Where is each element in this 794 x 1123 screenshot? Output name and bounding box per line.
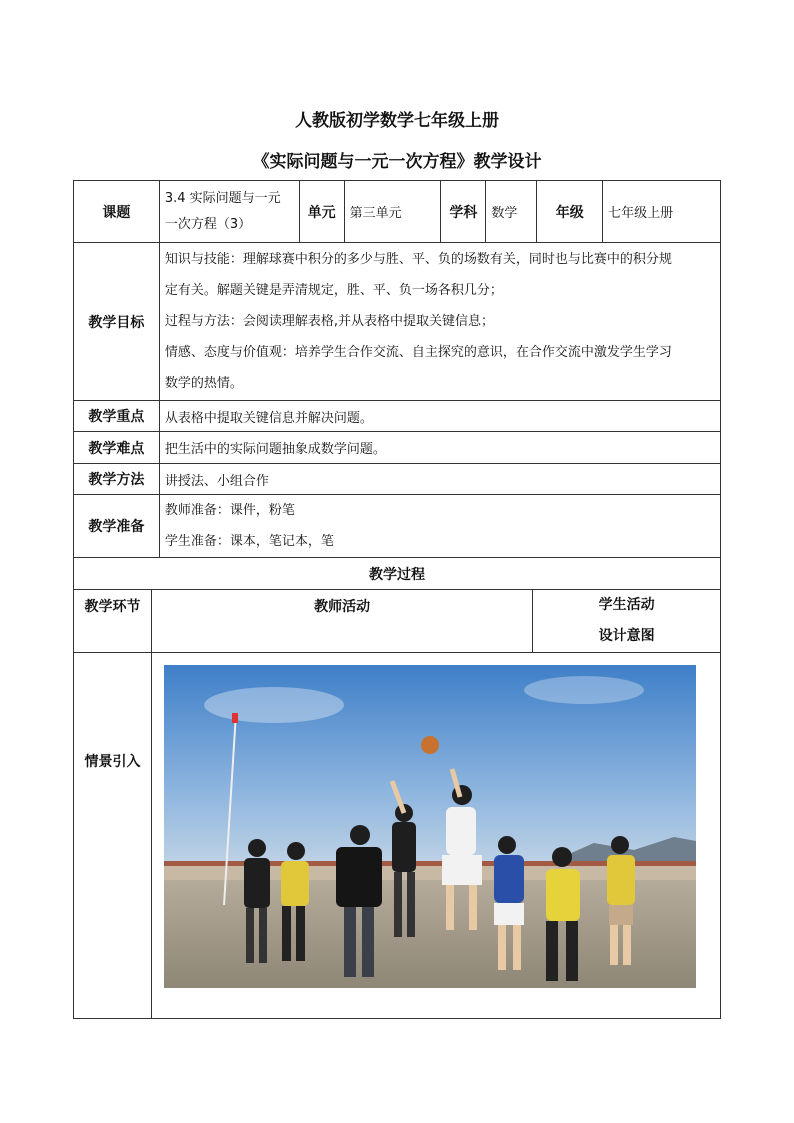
topic-value-line2: 一次方程（3） xyxy=(164,216,252,232)
unit-value: 第三单元 xyxy=(344,181,441,243)
basketball xyxy=(421,736,439,754)
goals-line: 定有关。解题关键是弄清规定，胜、平、负一场各积几分； xyxy=(164,283,503,298)
grade-value: 七年级上册 xyxy=(603,181,721,243)
basketball-scene-illustration xyxy=(164,665,696,988)
cloud xyxy=(524,676,644,704)
subject-label: 学科 xyxy=(441,181,486,243)
col-student-line2: 设计意图 xyxy=(598,628,655,644)
method-label: 教学方法 xyxy=(74,464,160,495)
topic-value-line1: 3.4 实际问题与一元 xyxy=(164,190,281,206)
goals-line: 数学的热情。 xyxy=(164,376,243,391)
col-student-header xyxy=(533,590,721,653)
lesson-info-table xyxy=(73,180,721,558)
prep-student: 学生准备：课本，笔记本，笔 xyxy=(164,534,334,549)
grade-label: 年级 xyxy=(537,181,603,243)
method-value: 讲授法、小组合作 xyxy=(159,464,720,495)
col-teacher-header: 教师活动 xyxy=(151,590,532,653)
prep-content xyxy=(159,495,720,558)
stage-intro: 情景引入 xyxy=(74,653,152,1019)
process-header: 教学过程 xyxy=(74,558,721,590)
goals-line: 过程与方法：会阅读理解表格,并从表格中提取关键信息； xyxy=(164,314,494,329)
subject-value: 数学 xyxy=(486,181,537,243)
prep-label: 教学准备 xyxy=(74,495,160,558)
goals-line: 知识与技能：理解球赛中积分的多少与胜、平、负的场数有关，同时也与比赛中的积分规 xyxy=(164,252,672,267)
goals-line: 情感、态度与价值观：培养学生合作交流、自主探究的意识，在合作交流中激发学生学习 xyxy=(164,345,672,360)
key-value: 从表格中提取关键信息并解决问题。 xyxy=(159,401,720,432)
key-label: 教学重点 xyxy=(74,401,160,432)
topic-label: 课题 xyxy=(74,181,160,243)
difficulty-value: 把生活中的实际问题抽象成数学问题。 xyxy=(159,432,720,464)
col-stage-header: 教学环节 xyxy=(74,590,152,653)
col-student-line1: 学生活动 xyxy=(598,597,655,613)
topic-value xyxy=(159,181,299,243)
unit-label: 单元 xyxy=(299,181,344,243)
goals-content xyxy=(159,243,720,401)
document-subtitle: 《实际问题与一元一次方程》教学设计 xyxy=(252,152,542,172)
prep-teacher: 教师准备：课件，粉笔 xyxy=(164,503,295,518)
basketball-photo xyxy=(164,665,696,988)
difficulty-label: 教学难点 xyxy=(74,432,160,464)
flag xyxy=(232,713,238,723)
document-title: 人教版初学数学七年级上册 xyxy=(295,111,499,131)
cloud xyxy=(204,687,344,723)
goals-label: 教学目标 xyxy=(74,243,160,401)
